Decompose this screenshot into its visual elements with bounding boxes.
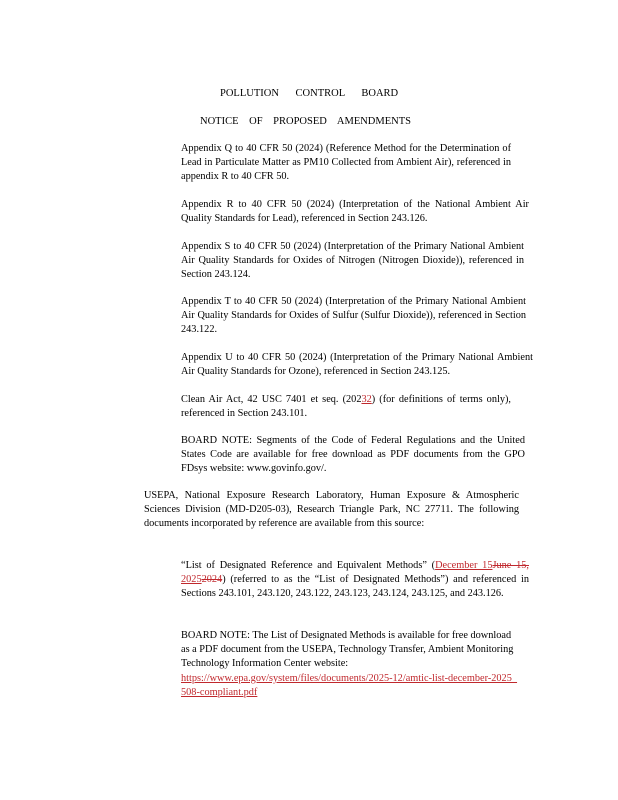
board-note-usepa [181,629,517,700]
list-doc-text-end: ) (referred to as the “List of Designated Methods”) and referenced in Sections 243.101, 243.120, 243.122, 243.123, 243.124, 243.125, and 243.126. [181,574,529,600]
appendix-s [181,240,524,283]
inserted-year: 2025 [181,574,202,586]
usepa-source-text: USEPA, National Exposure Research Laboratory, Human Exposure & Atmospheric Sciences Division (MD-D205-03), Research Triangle Park, NC 27711. The following documents incorporated by reference are available from this source: [144,490,519,530]
clean-air-text: Clean Air Act, 42 USC 7401 et seq. (202 [181,394,362,405]
page-title [0,88,618,99]
appendix-s-text: Appendix S to 40 CFR 50 (2024) (Interpretation of the Primary National Ambient Air Quality Standards for Oxides of Nitrogen (Nitrogen Dioxide)), referenced in Section 243.124. [181,241,524,281]
clean-air-text-end: ) (for definitions of terms only), referenced in Section 243.101. [181,394,511,420]
appendix-u-text: Appendix U to 40 CFR 50 (2024) (Interpretation of the Primary National Ambient Air Quality Standards for Ozone), referenced in Section 243.125. [181,352,533,378]
appendix-t [181,295,526,338]
usepa-source [144,489,519,532]
board-note-usepa-text: BOARD NOTE: The List of Designated Methods is available for free download as a PDF document from the USEPA, Technology Transfer, Ambient Monitoring Technology Information Center website: [181,630,514,670]
designated-methods-list [181,559,529,602]
board-note-gpo-text: BOARD NOTE: Segments of the Code of Federal Regulations and the United States Code are available for free download as PDF documents from the GPO FDsys website: www.govinfo.gov/. [181,435,525,475]
appendix-q [181,142,511,185]
appendix-t-text: Appendix T to 40 CFR 50 (2024) (Interpretation of the Primary National Ambient Air Quality Standards for Oxides of Sulfur (Sulfur Dioxide)), referenced in Section 243.122. [181,296,526,336]
appendix-q-text: Appendix Q to 40 CFR 50 (2024) (Reference Method for the Determination of Lead in Particulate Matter as PM10 Collected from Ambient Air), referenced in appendix R to 40 CFR 50. [181,143,511,183]
appendix-r-text: Appendix R to 40 CFR 50 (2024) (Interpretation of the National Ambient Air Quality Standards for Lead), referenced in Section 243.126. [181,199,529,225]
board-title: POLLUTION CONTROL BOARD [220,88,399,99]
amtic-list-link[interactable]: https://www.epa.gov/system/files/documents/2025-12/amtic-list-december-2025_508-compliant.pdf [181,672,517,698]
notice-subtitle: NOTICE OF PROPOSED AMENDMENTS [200,116,411,127]
appendix-r [181,198,529,226]
board-note-gpo [181,434,525,477]
inserted-year-digits: 32 [361,394,372,405]
notice-subtitle-row [0,116,618,127]
inserted-date: December 15 [435,560,493,571]
clean-air-act [181,393,511,421]
deleted-date: June 15, [492,560,529,571]
appendix-u [181,351,533,379]
deleted-year: 2024 [201,574,223,586]
list-doc-text: “List of Designated Reference and Equivalent Methods” ( [181,560,436,571]
